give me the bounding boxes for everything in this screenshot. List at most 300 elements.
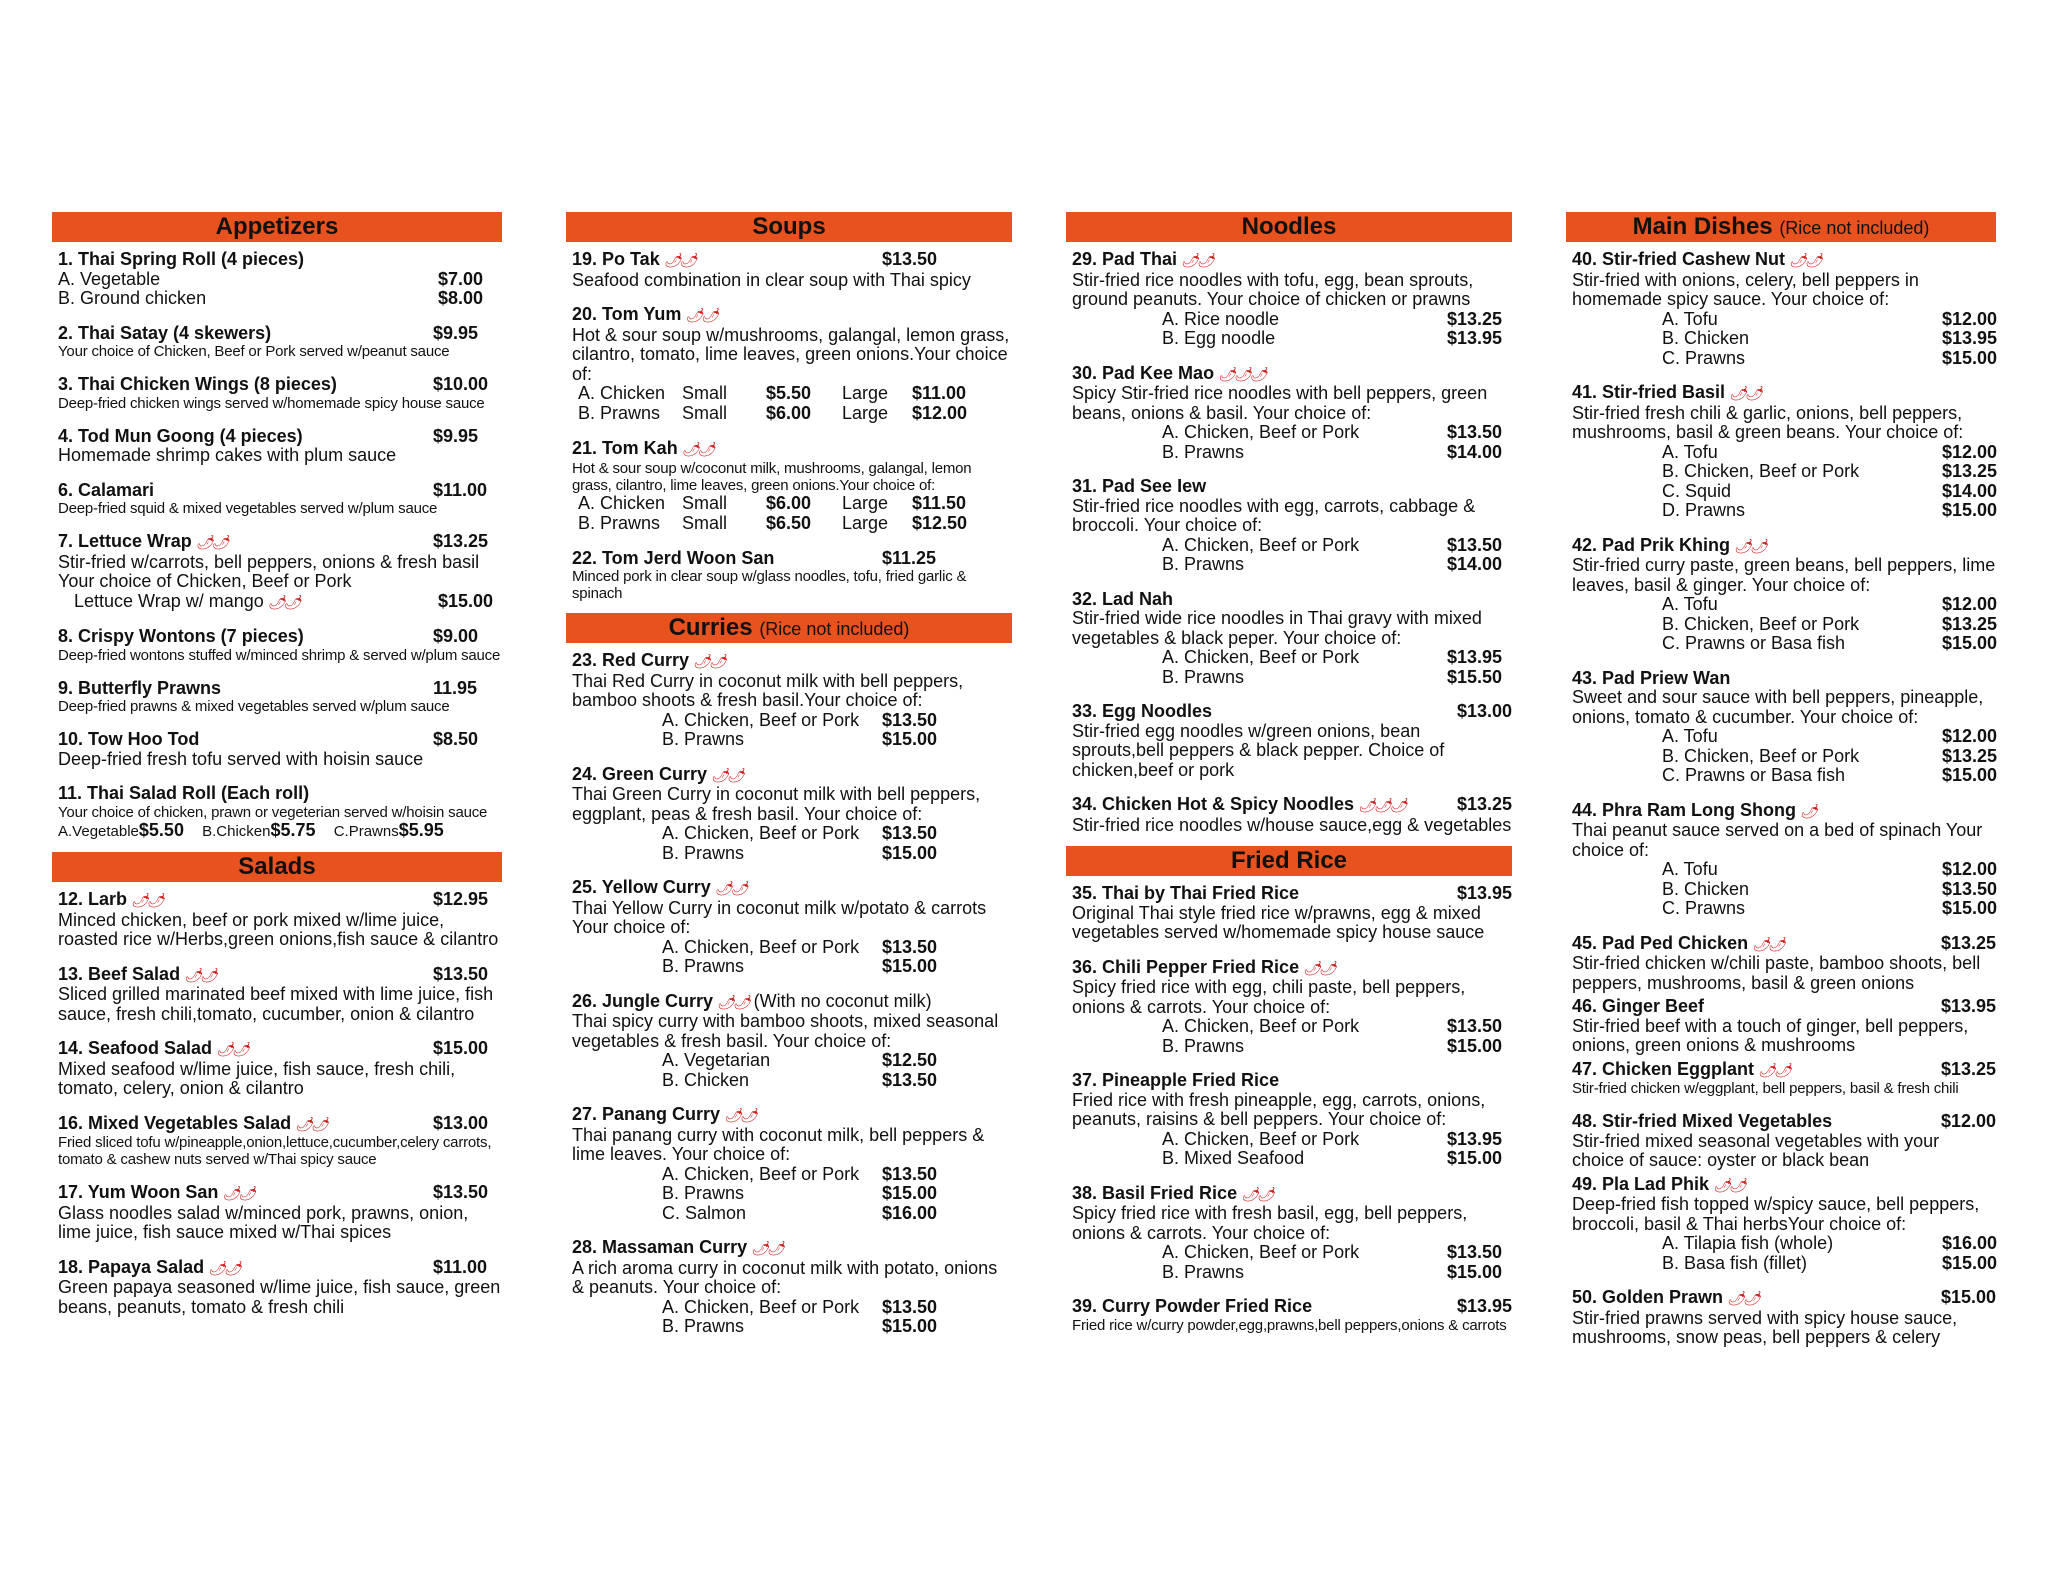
option-price: $12.00 <box>1942 594 1998 614</box>
menu-item[interactable] <box>572 1105 1012 1223</box>
item-option <box>1072 1037 1512 1057</box>
item-option <box>572 824 1012 844</box>
option-price: $15.00 <box>882 842 938 863</box>
menu-item[interactable] <box>1072 884 1512 943</box>
item-name: 6. Calamari <box>58 479 155 500</box>
item-name: 2. Thai Satay (4 skewers) <box>58 322 272 343</box>
item-name: 39. Curry Powder Fried Rice <box>1072 1296 1313 1316</box>
option-label: C.Prawns <box>333 822 399 840</box>
item-title-row <box>1072 364 1512 385</box>
item-title-row <box>58 679 502 699</box>
option-price: $13.95 <box>1942 328 1998 348</box>
option-price: $15.00 <box>1942 898 1998 918</box>
item-price: $11.00 <box>433 1256 488 1277</box>
option-label: B. Prawns <box>662 842 745 863</box>
item-option <box>1572 595 1996 615</box>
menu-item[interactable] <box>58 890 502 950</box>
menu-item[interactable] <box>572 1238 1012 1337</box>
item-option <box>1072 668 1512 688</box>
item-price: $13.50 <box>433 1182 489 1202</box>
item-note: (With no coconut milk) <box>753 990 932 1011</box>
item-title-row <box>1572 669 1996 689</box>
soup-option-row <box>572 494 1012 514</box>
menu-item[interactable] <box>1072 590 1512 688</box>
menu-column-1 <box>52 212 502 1332</box>
menu-item[interactable] <box>1072 1297 1512 1334</box>
option-price: $15.00 <box>882 729 938 749</box>
section-header-soups <box>566 212 1012 242</box>
item-description: Spicy fried rice with fresh basil, egg, bell peppers, onions & carrots. Your choice of: <box>1072 1203 1468 1243</box>
item-option <box>1572 766 1996 786</box>
chili-icon: 🌶 <box>1800 802 1816 819</box>
option-label: B. Chicken, Beef or Pork <box>1662 461 1860 481</box>
menu-column-3 <box>1066 212 1512 1349</box>
option-label: C. Prawns or Basa fish <box>1662 633 1846 653</box>
option-price: $6.50 <box>766 512 812 533</box>
item-description: Stir-fried rice noodles w/house sauce,egg & vegetables <box>1072 814 1512 835</box>
item-option <box>1572 1254 1996 1274</box>
item-title-row <box>58 324 502 344</box>
option-price: $14.00 <box>1447 554 1503 574</box>
chili-icon: 🌶🌶 <box>724 1107 756 1123</box>
option-label: B. Chicken, Beef or Pork <box>1662 613 1860 634</box>
menu-column-2 <box>566 212 1012 1352</box>
menu-item[interactable] <box>572 305 1012 424</box>
item-price: $9.00 <box>433 626 479 646</box>
chili-icon: 🌶🌶 <box>216 1041 248 1057</box>
item-title-row <box>572 878 1012 899</box>
item-description: Stir-fried mixed seasonal vegetables with your choice of sauce: oyster or black bean <box>1572 1130 1940 1170</box>
option-price: $15.00 <box>882 956 938 976</box>
item-name: 31. Pad See Iew <box>1072 476 1207 496</box>
option-label: B. Prawns <box>662 956 745 976</box>
item-name: 42. Pad Prik Khing <box>1572 534 1731 555</box>
item-description: Your choice of chicken, prawn or vegeterian served w/hoisin sauce <box>58 803 488 821</box>
option-label: B.Chicken <box>202 822 271 840</box>
menu-item[interactable] <box>1072 250 1512 349</box>
chili-icon: 🌶🌶 <box>717 993 749 1010</box>
item-title-row <box>1072 590 1512 610</box>
item-price: $13.95 <box>1456 1296 1512 1316</box>
section-title: Main Dishes <box>1632 213 1773 240</box>
item-title-row <box>58 250 502 270</box>
menu-item[interactable] <box>58 532 502 612</box>
item-name: 19. Po Tak <box>572 249 660 269</box>
menu-item[interactable] <box>572 439 1012 534</box>
option-price: $13.50 <box>882 1163 938 1184</box>
item-option <box>572 938 1012 958</box>
option-price: $15.00 <box>1447 1148 1503 1168</box>
option-label: A. Chicken, Beef or Pork <box>1162 422 1360 442</box>
item-description: Minced chicken, beef or pork mixed w/lime juice, roasted rice w/Herbs,green onions,fish sauce & cilantro <box>58 909 499 949</box>
item-name: 9. Butterfly Prawns <box>58 677 222 698</box>
item-name: 26. Jungle Curry <box>572 990 714 1011</box>
menu-item[interactable] <box>58 324 502 361</box>
chili-icon: 🌶🌶 <box>693 653 725 669</box>
item-title-row <box>58 784 502 804</box>
item-option <box>572 1051 1012 1071</box>
menu-item[interactable] <box>58 730 502 769</box>
item-option <box>1572 443 1996 463</box>
item-description: Stir-fried fresh chili & garlic, onions, bell peppers, mushrooms, basil & green beans. Your choice of: <box>1572 402 1964 442</box>
option-price: $13.25 <box>1942 745 1998 766</box>
option-price: $14.00 <box>1447 441 1503 462</box>
chili-icon: 🌶🌶 <box>184 966 216 983</box>
item-description: Your choice of Chicken, Beef or Pork served w/peanut sauce <box>58 343 450 360</box>
item-name: 7. Lettuce Wrap <box>58 531 192 551</box>
option-label: C. Squid <box>1662 480 1732 501</box>
item-description: Spicy Stir-fried rice noodles with bell peppers, green beans, onions & basil. Your choice of: <box>1072 383 1488 423</box>
item-title-row <box>572 1238 1012 1259</box>
soup-option-row <box>572 404 1012 424</box>
menu-item[interactable] <box>1072 1184 1512 1283</box>
item-description: Sliced grilled marinated beef mixed with lime juice, fish sauce, fresh chili,tomato, cucumber, onion & cilantro <box>58 984 494 1024</box>
menu-item[interactable] <box>572 250 1012 290</box>
item-description: Deep-fried wontons stuffed w/minced shrimp & served w/plum sauce <box>58 646 501 664</box>
item-name: 4. Tod Mun Goong (4 pieces) <box>58 425 303 446</box>
option-label: A. Chicken, Beef or Pork <box>1162 1128 1360 1149</box>
item-option <box>58 270 502 290</box>
menu-item[interactable] <box>58 1114 502 1169</box>
option-price: $5.50 <box>138 819 184 840</box>
item-title-row <box>58 965 502 986</box>
option-price: $15.50 <box>1447 666 1503 687</box>
item-description: Original Thai style fried rice w/prawns, egg & mixed vegetables served w/homemade spicy house sauce <box>1072 902 1485 942</box>
option-price: $13.50 <box>1447 1016 1503 1036</box>
item-title-row <box>58 890 502 911</box>
menu-item[interactable] <box>1572 997 1996 1056</box>
menu-item[interactable] <box>1072 364 1512 463</box>
item-price: $8.50 <box>433 729 479 749</box>
option-label: A.Vegetable <box>58 822 139 840</box>
item-title-row <box>1572 1112 1996 1132</box>
item-price: $13.00 <box>1456 701 1512 721</box>
menu-item[interactable] <box>572 765 1012 864</box>
item-name: 10. Tow Hoo Tod <box>58 729 200 749</box>
option-label: B. Chicken, Beef or Pork <box>1662 745 1860 766</box>
option-price: $15.00 <box>882 1316 938 1336</box>
item-description: Stir-fried w/carrots, bell peppers, onions & fresh basil Your choice of Chicken, Beef or Pork <box>58 551 480 591</box>
item-option <box>572 711 1012 731</box>
option-label: B. Mixed Seafood <box>1162 1148 1305 1168</box>
menu-item[interactable] <box>1572 1288 1996 1348</box>
item-title-row <box>1072 1297 1512 1317</box>
item-description: Stir-fried with onions, celery, bell peppers in homemade spicy sauce. Your choice of: <box>1572 269 1919 309</box>
item-title-row <box>58 1114 502 1135</box>
section-header-noodles <box>1066 212 1512 242</box>
item-name: 3. Thai Chicken Wings (8 pieces) <box>58 374 337 394</box>
item-title-row <box>1072 1071 1512 1091</box>
item-title-row <box>572 305 1012 326</box>
chili-icon: 🌶🌶 <box>131 892 163 908</box>
menu-item[interactable] <box>58 784 502 841</box>
item-price: $13.25 <box>433 531 489 551</box>
item-name: 28. Massaman Curry <box>572 1237 748 1257</box>
option-price: $16.00 <box>1942 1233 1998 1253</box>
option-price: $13.50 <box>882 709 938 730</box>
item-title-row <box>1572 1175 1996 1196</box>
item-title-row <box>572 549 1012 569</box>
item-price: $13.25 <box>1940 1058 1996 1079</box>
item-description: Stir-fried prawns served with spicy house sauce, mushrooms, snow peas, bell peppers & celery <box>1572 1307 1958 1347</box>
item-name: 40. Stir-fried Cashew Nut <box>1572 249 1786 269</box>
option-label: C. Prawns <box>1662 347 1746 368</box>
menu-item[interactable] <box>1572 801 1996 919</box>
item-name: 25. Yellow Curry <box>572 877 711 897</box>
item-title-row <box>1072 795 1512 816</box>
menu-item[interactable] <box>572 549 1012 603</box>
option-price: $12.50 <box>912 512 968 533</box>
item-option <box>1072 1243 1512 1263</box>
item-title-row <box>1072 250 1512 271</box>
chili-icon: 🌶🌶🌶 <box>1358 797 1406 813</box>
option-label: C. Prawns <box>1662 898 1746 918</box>
menu-item[interactable] <box>58 375 502 412</box>
section-subtitle: (Rice not included) <box>759 619 910 639</box>
item-name: 37. Pineapple Fried Rice <box>1072 1070 1280 1090</box>
item-name: 30. Pad Kee Mao <box>1072 362 1215 383</box>
item-option <box>1072 648 1512 668</box>
item-title-row <box>58 481 502 501</box>
soup-option-row <box>572 514 1012 534</box>
item-name: 41. Stir-fried Basil <box>1572 382 1726 402</box>
chili-icon: 🌶🌶 <box>195 534 228 550</box>
item-option <box>1072 310 1512 330</box>
item-description: Homemade shrimp cakes with plum sauce <box>58 445 397 465</box>
item-option <box>1572 899 1996 919</box>
menu-item[interactable] <box>1072 1071 1512 1169</box>
item-title-row <box>1572 997 1996 1017</box>
item-name: 45. Pad Ped Chicken <box>1572 932 1749 953</box>
option-label: A. Chicken, Beef or Pork <box>1162 647 1360 667</box>
section-title: Curries <box>668 614 753 641</box>
chili-icon: 🌶🌶 <box>267 593 300 610</box>
option-price: $15.00 <box>438 590 494 611</box>
item-name: 35. Thai by Thai Fried Rice <box>1072 883 1300 903</box>
chili-icon: 🌶🌶 <box>1789 252 1821 268</box>
option-price: $6.00 <box>766 492 812 513</box>
menu-item[interactable] <box>58 965 502 1025</box>
chili-icon: 🌶🌶 <box>1713 1176 1745 1193</box>
item-name: 50. Golden Prawn <box>1572 1287 1724 1307</box>
option-label: B. Ground chicken <box>58 288 207 308</box>
size-label: Small <box>682 383 728 403</box>
section-header-fried-rice <box>1066 846 1512 876</box>
option-price: $15.00 <box>1942 1252 1998 1273</box>
item-name: 47. Chicken Eggplant <box>1572 1058 1755 1079</box>
item-price: $9.95 <box>433 322 479 343</box>
menu-item[interactable] <box>58 427 502 466</box>
item-option <box>1072 329 1512 349</box>
item-description: Stir-fried rice noodles with tofu, egg, bean sprouts, ground peanuts. Your choice of chicken or prawns <box>1072 269 1474 309</box>
menu-item[interactable] <box>1072 477 1512 575</box>
option-price: $15.00 <box>1942 633 1998 653</box>
item-name: 11. Thai Salad Roll (Each roll) <box>58 783 310 803</box>
option-label: C. Prawns or Basa fish <box>1662 765 1846 785</box>
option-label: A. Rice noodle <box>1162 308 1280 329</box>
menu-item[interactable] <box>1072 702 1512 780</box>
item-option <box>1072 1017 1512 1037</box>
item-option <box>572 1184 1012 1204</box>
item-name: 36. Chili Pepper Fried Rice <box>1072 956 1300 977</box>
item-description: Thai Red Curry in coconut milk with bell peppers, bamboo shoots & fresh basil.Your choice of: <box>572 670 964 710</box>
option-label: Lettuce Wrap w/ mango <box>74 590 264 611</box>
item-option <box>1072 423 1512 443</box>
menu-item[interactable] <box>58 679 502 716</box>
menu-item[interactable] <box>58 481 502 518</box>
item-option <box>1572 501 1996 521</box>
item-description: Deep-fried chicken wings served w/homemade spicy house sauce <box>58 394 485 412</box>
option-price: $15.00 <box>1942 500 1998 520</box>
item-description: Green papaya seasoned w/lime juice, fish sauce, green beans, peanuts, tomato & fresh chili <box>58 1277 501 1317</box>
section-title: Appetizers <box>215 213 339 240</box>
item-title-row <box>1572 383 1996 404</box>
item-title-row <box>1072 1184 1512 1205</box>
item-title-row <box>1572 1060 1996 1081</box>
item-option <box>1572 727 1996 747</box>
item-title-row <box>1072 477 1512 497</box>
item-description: Stir-fried beef with a touch of ginger, bell peppers, onions, green onions & mushrooms <box>1572 1015 1969 1055</box>
option-price: $13.50 <box>1447 422 1503 442</box>
chili-icon: 🌶🌶 <box>1303 959 1335 976</box>
item-title-row <box>58 730 502 750</box>
item-option <box>1072 536 1512 556</box>
chili-icon: 🌶🌶 <box>1752 935 1784 952</box>
item-description: Seafood combination in clear soup with Thai spicy <box>572 269 971 290</box>
item-option <box>58 289 502 309</box>
item-name: 46. Ginger Beef <box>1572 996 1705 1016</box>
option-label: B. Prawns <box>1162 666 1245 687</box>
option-price: $15.00 <box>1447 1261 1503 1282</box>
section-header-main-dishes <box>1566 212 1996 242</box>
item-price: $13.00 <box>433 1112 489 1133</box>
item-name: 13. Beef Salad <box>58 963 181 984</box>
item-description: Fried rice w/curry powder,egg,prawns,bell peppers,onions & carrots <box>1072 1316 1507 1334</box>
item-option <box>572 1071 1012 1091</box>
section-header-salads <box>52 852 502 882</box>
item-description: Stir-fried chicken w/chili paste, bamboo shoots, bell peppers, mushrooms, basil & green onions <box>1572 953 1981 993</box>
option-price: $16.00 <box>882 1202 938 1223</box>
option-price: $6.00 <box>766 403 812 423</box>
item-option <box>572 730 1012 750</box>
option-price: $7.00 <box>438 268 484 289</box>
option-price: $13.50 <box>1447 1242 1503 1262</box>
item-description: Hot & sour soup w/mushrooms, galangal, lemon grass, cilantro, tomato, lime leaves, green onions.Your choice of: <box>572 324 1010 384</box>
option-label: B. Prawns <box>1162 441 1245 462</box>
item-option <box>1572 615 1996 635</box>
chili-icon: 🌶🌶 <box>1181 252 1213 268</box>
menu-item[interactable] <box>1572 536 1996 654</box>
item-description: Deep-fried fish topped w/spicy sauce, bell peppers, broccoli, basil & Thai herbsYour choice of: <box>1572 1194 1980 1234</box>
item-title-row <box>572 765 1012 786</box>
menu-item[interactable] <box>572 878 1012 977</box>
item-title-row <box>1072 884 1512 904</box>
item-description: Hot & sour soup w/coconut milk, mushrooms, galangal, lemon grass, cilantro, lime leaves, green onions.Your choice of: <box>572 459 972 494</box>
item-name: 27. Panang Curry <box>572 1104 721 1124</box>
chili-icon: 🌶🌶 <box>685 307 717 323</box>
item-title-row <box>572 992 1012 1013</box>
item-option <box>1572 880 1996 900</box>
chili-icon: 🌶🌶 <box>751 1240 783 1256</box>
option-label: B. Prawns <box>662 729 745 749</box>
menu-item[interactable] <box>1572 1175 1996 1274</box>
menu-item[interactable] <box>1072 958 1512 1057</box>
item-description: Deep-fried prawns & mixed vegetables served w/plum sauce <box>58 698 450 715</box>
item-option <box>1572 634 1996 654</box>
menu-item[interactable] <box>1572 383 1996 521</box>
item-title-row <box>1072 702 1512 722</box>
menu-item[interactable] <box>58 1183 502 1243</box>
option-label: C. Salmon <box>662 1202 747 1223</box>
item-description: Thai spicy curry with bamboo shoots, mixed seasonal vegetables & fresh basil. Your choice of: <box>572 1011 999 1051</box>
option-label: B. Prawns <box>662 1183 745 1203</box>
item-option <box>572 1298 1012 1318</box>
item-description: Stir-fried chicken w/eggplant, bell peppers, basil & fresh chili <box>1572 1080 1959 1097</box>
item-option <box>1572 462 1996 482</box>
option-price: $12.50 <box>882 1050 938 1070</box>
menu-item[interactable] <box>572 992 1012 1091</box>
menu-item[interactable] <box>1072 795 1512 835</box>
option-label: B. Basa fish (fillet) <box>1662 1252 1808 1273</box>
option-price: $15.00 <box>1447 1035 1503 1056</box>
menu-item[interactable] <box>1572 934 1996 994</box>
item-price: $10.00 <box>433 374 489 394</box>
menu-item[interactable] <box>1572 250 1996 368</box>
menu-column-4 <box>1566 212 1996 1363</box>
size-label: Large <box>842 492 889 513</box>
item-description: Thai panang curry with coconut milk, bell peppers & lime leaves. Your choice of: <box>572 1124 985 1164</box>
item-title-row <box>572 439 1012 460</box>
item-title-row <box>1572 250 1996 271</box>
option-label: A. Tofu <box>1662 441 1718 462</box>
option-price: $11.00 <box>912 383 967 403</box>
item-name: 33. Egg Noodles <box>1072 701 1213 721</box>
menu-item[interactable] <box>58 627 502 664</box>
option-label: A. Chicken, Beef or Pork <box>1162 1016 1360 1036</box>
item-description: Stir-fried wide rice noodles in Thai gravy with mixed vegetables & black peper. Your choice of: <box>1072 608 1482 648</box>
menu-item[interactable] <box>1572 1060 1996 1098</box>
item-title-row <box>58 627 502 647</box>
menu-item[interactable] <box>1572 1112 1996 1171</box>
item-name: 34. Chicken Hot & Spicy Noodles <box>1072 794 1355 814</box>
menu-item[interactable] <box>58 1258 502 1318</box>
item-name: 32. Lad Nah <box>1072 588 1174 609</box>
chili-icon: 🌶🌶 <box>663 252 696 268</box>
menu-item[interactable] <box>58 250 502 309</box>
menu-item[interactable] <box>58 1039 502 1099</box>
option-label: B. Chicken <box>1662 878 1750 899</box>
option-price: $12.00 <box>1942 726 1998 746</box>
section-title: Salads <box>238 853 316 880</box>
option-label: A. Tofu <box>1662 726 1718 746</box>
option-label: B. Prawns <box>662 1316 745 1336</box>
menu-item[interactable] <box>1572 669 1996 786</box>
item-name: 20. Tom Yum <box>572 304 682 324</box>
item-option <box>1572 747 1996 767</box>
option-label: A. Vegetarian <box>662 1050 771 1070</box>
menu-item[interactable] <box>572 651 1012 750</box>
item-price: $9.95 <box>433 425 479 446</box>
item-option <box>1072 1130 1512 1150</box>
option-price: $5.95 <box>398 819 444 840</box>
size-label: Small <box>682 492 728 513</box>
option-price: $13.95 <box>1447 647 1503 667</box>
section-header-curries <box>566 613 1012 643</box>
size-label: Small <box>682 403 728 423</box>
size-label: Large <box>842 383 889 403</box>
option-label: A. Chicken, Beef or Pork <box>662 1163 860 1184</box>
item-title-row <box>572 651 1012 672</box>
